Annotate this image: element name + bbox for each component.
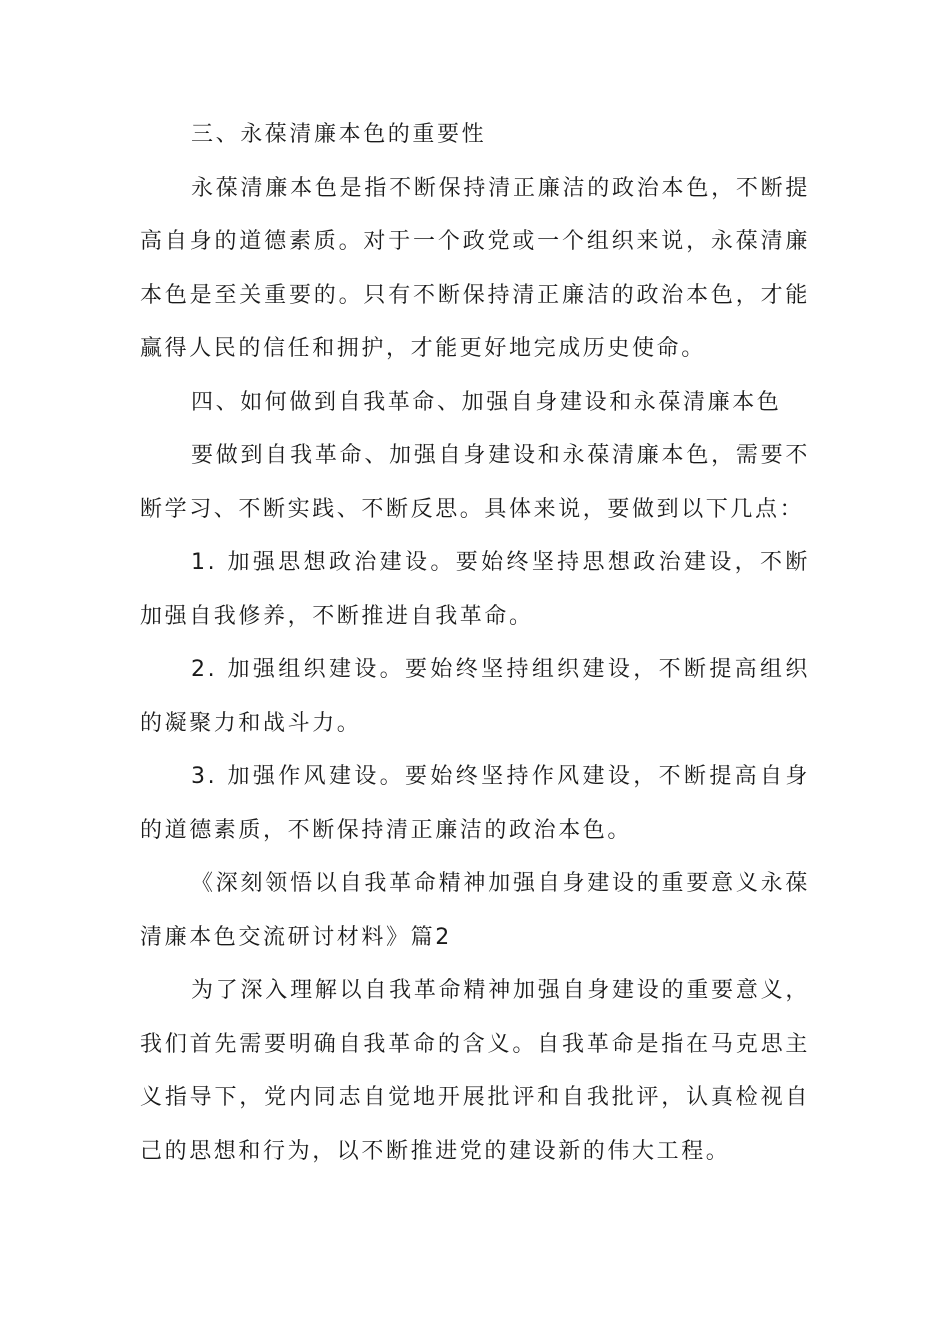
section-heading-4: 四、如何做到自我革命、加强自身建设和永葆清廉本色: [191, 389, 782, 415]
section-heading-3: 三、永葆清廉本色的重要性: [191, 122, 487, 147]
list-item-2: 2. 加强组织建设。要始终坚持组织建设，不断提高组织的凝聚力和战斗力。: [140, 657, 810, 736]
list-item-1: 1. 加强思想政治建设。要始终坚持思想政治建设，不断加强自我修养，不断推进自我革命。: [140, 550, 810, 629]
paragraph-integrity-importance: 永葆清廉本色是指不断保持清正廉洁的政治本色，不断提高自身的道德素质。对于一个政党或一个组织来说，永葆清廉本色是至关重要的。只有不断保持清正廉洁的政治本色，才能赢得人民的信任和拥护，才能更好地完成历史使命。: [140, 175, 810, 361]
article-title-part-2: 《深刻领悟以自我革命精神加强自身建设的重要意义永葆清廉本色交流研讨材料》篇2: [140, 871, 810, 950]
paragraph-how-to: 要做到自我革命、加强自身建设和永葆清廉本色，需要不断学习、不断实践、不断反思。具体来说，要做到以下几点：: [140, 443, 810, 522]
paragraph-self-revolution-meaning: 为了深入理解以自我革命精神加强自身建设的重要意义，我们首先需要明确自我革命的含义。自我革命是指在马克思主义指导下，党内同志自觉地开展批评和自我批评，认真检视自己的思想和行为，以不断推进党的建设新的伟大工程。: [140, 978, 810, 1164]
list-item-3: 3. 加强作风建设。要始终坚持作风建设，不断提高自身的道德素质，不断保持清正廉洁的政治本色。: [140, 764, 810, 843]
